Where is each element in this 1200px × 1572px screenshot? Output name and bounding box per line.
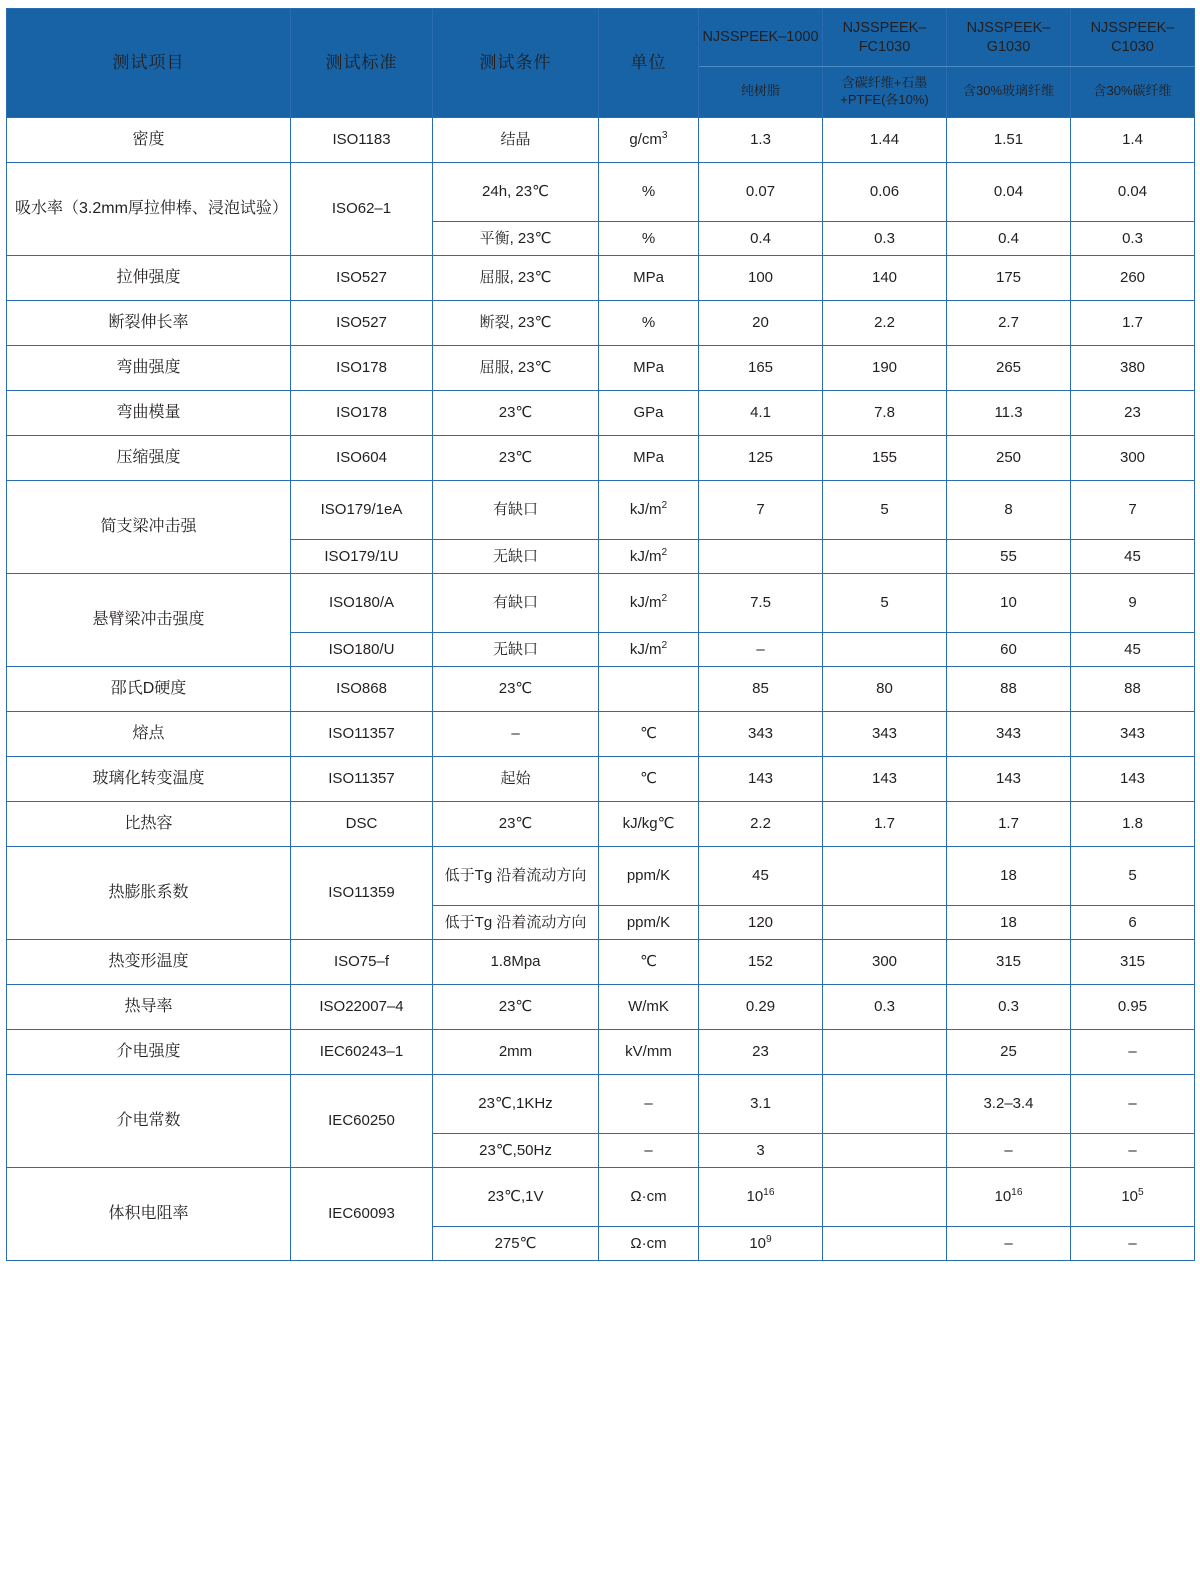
cell-value: 143 <box>1071 756 1195 801</box>
cell-test-standard: IEC60250 <box>291 1074 433 1167</box>
cell-test-standard: ISO62–1 <box>291 162 433 255</box>
cell-unit: Ω·cm <box>599 1226 699 1260</box>
cell-value: 8 <box>947 480 1071 539</box>
cell-value: 315 <box>947 939 1071 984</box>
cell-test-condition: 23℃ <box>433 666 599 711</box>
cell-value: 120 <box>699 905 823 939</box>
header-standard: 测试标准 <box>291 9 433 118</box>
cell-value: 100 <box>699 255 823 300</box>
header-product-name-3: NJSSPEEK–C1030 <box>1071 9 1195 67</box>
cell-value: 0.3 <box>1071 221 1195 255</box>
table-row <box>7 435 1195 480</box>
cell-value: 3.2–3.4 <box>947 1074 1071 1133</box>
cell-test-item: 拉伸强度 <box>7 255 291 300</box>
cell-test-item: 简支梁冲击强 <box>7 480 291 573</box>
header-item: 测试项目 <box>7 9 291 118</box>
cell-test-standard: ISO11357 <box>291 756 433 801</box>
cell-test-item: 邵氏D硬度 <box>7 666 291 711</box>
cell-test-item: 玻璃化转变温度 <box>7 756 291 801</box>
cell-value: 1.8 <box>1071 801 1195 846</box>
cell-test-condition: 无缺口 <box>433 632 599 666</box>
table-row <box>7 1074 1195 1133</box>
table-row <box>7 756 1195 801</box>
cell-test-standard: ISO527 <box>291 300 433 345</box>
cell-value: 88 <box>1071 666 1195 711</box>
table-header <box>7 9 1195 118</box>
header-product-name-0: NJSSPEEK–1000 <box>699 9 823 67</box>
cell-test-item: 弯曲模量 <box>7 390 291 435</box>
table-row <box>7 390 1195 435</box>
table-body <box>7 117 1195 1260</box>
cell-test-item: 热膨胀系数 <box>7 846 291 939</box>
cell-value: 2.2 <box>699 801 823 846</box>
cell-value: 175 <box>947 255 1071 300</box>
cell-test-standard: ISO22007–4 <box>291 984 433 1029</box>
cell-value: 343 <box>823 711 947 756</box>
cell-test-condition: 24h, 23℃ <box>433 162 599 221</box>
cell-value: 45 <box>1071 539 1195 573</box>
cell-value <box>823 1074 947 1133</box>
cell-unit: W/mK <box>599 984 699 1029</box>
cell-value: 343 <box>947 711 1071 756</box>
cell-value <box>823 1029 947 1074</box>
cell-unit: $kJ/m^2$ <box>599 539 699 573</box>
cell-unit: $kJ/m^2$ <box>599 632 699 666</box>
cell-test-condition: 平衡, 23℃ <box>433 221 599 255</box>
cell-unit: Ω·cm <box>599 1167 699 1226</box>
cell-value <box>823 1133 947 1167</box>
table-row <box>7 480 1195 539</box>
header-product-desc-0: 纯树脂 <box>699 67 823 118</box>
cell-test-standard: IEC60243–1 <box>291 1029 433 1074</box>
cell-test-item: 比热容 <box>7 801 291 846</box>
cell-unit: ppm/K <box>599 905 699 939</box>
cell-test-condition: 23℃,50Hz <box>433 1133 599 1167</box>
cell-test-condition: 23℃ <box>433 801 599 846</box>
cell-value: 0.06 <box>823 162 947 221</box>
table-row <box>7 300 1195 345</box>
cell-value: 1.51 <box>947 117 1071 162</box>
table-row <box>7 345 1195 390</box>
cell-value: 7 <box>699 480 823 539</box>
cell-value: 60 <box>947 632 1071 666</box>
cell-test-item: 弯曲强度 <box>7 345 291 390</box>
cell-value: 143 <box>699 756 823 801</box>
cell-value: 315 <box>1071 939 1195 984</box>
cell-value: 1.7 <box>947 801 1071 846</box>
cell-value: 88 <box>947 666 1071 711</box>
cell-unit: % <box>599 162 699 221</box>
header-product-name-1: NJSSPEEK–FC1030 <box>823 9 947 67</box>
cell-value: – <box>947 1133 1071 1167</box>
table-row <box>7 846 1195 905</box>
cell-unit: ℃ <box>599 939 699 984</box>
cell-value: $10^{16}$ <box>699 1167 823 1226</box>
cell-value: 3 <box>699 1133 823 1167</box>
cell-value: 140 <box>823 255 947 300</box>
header-product-desc-1: 含碳纤维+石墨+PTFE(各10%) <box>823 67 947 118</box>
cell-value: – <box>1071 1226 1195 1260</box>
cell-unit: MPa <box>599 435 699 480</box>
table-row <box>7 117 1195 162</box>
cell-value: 380 <box>1071 345 1195 390</box>
cell-unit: $kJ/m^2$ <box>599 573 699 632</box>
cell-value: 0.3 <box>823 221 947 255</box>
cell-value: – <box>1071 1074 1195 1133</box>
cell-value: 4.1 <box>699 390 823 435</box>
cell-test-condition: 23℃ <box>433 390 599 435</box>
cell-unit: MPa <box>599 345 699 390</box>
cell-value <box>699 539 823 573</box>
cell-test-standard: ISO604 <box>291 435 433 480</box>
cell-test-condition: 2mm <box>433 1029 599 1074</box>
cell-unit: kV/mm <box>599 1029 699 1074</box>
cell-value: 125 <box>699 435 823 480</box>
cell-value: 343 <box>699 711 823 756</box>
cell-value: 165 <box>699 345 823 390</box>
cell-test-item: 压缩强度 <box>7 435 291 480</box>
cell-value: 85 <box>699 666 823 711</box>
cell-value: $10^9$ <box>699 1226 823 1260</box>
cell-value: 2.7 <box>947 300 1071 345</box>
cell-test-condition: 起始 <box>433 756 599 801</box>
header-condition: 测试条件 <box>433 9 599 118</box>
cell-value: 300 <box>1071 435 1195 480</box>
cell-test-item: 断裂伸长率 <box>7 300 291 345</box>
cell-value: $10^{16}$ <box>947 1167 1071 1226</box>
cell-test-standard: ISO11359 <box>291 846 433 939</box>
cell-test-condition: 23℃,1KHz <box>433 1074 599 1133</box>
cell-value: 143 <box>947 756 1071 801</box>
cell-value: 18 <box>947 846 1071 905</box>
cell-value <box>823 905 947 939</box>
cell-value: 7.5 <box>699 573 823 632</box>
cell-value: 0.04 <box>947 162 1071 221</box>
cell-test-item: 热导率 <box>7 984 291 1029</box>
cell-value: 7 <box>1071 480 1195 539</box>
cell-unit: ℃ <box>599 711 699 756</box>
cell-test-condition: 低于Tg 沿着流动方向 <box>433 846 599 905</box>
cell-test-condition: 有缺口 <box>433 573 599 632</box>
cell-value <box>823 846 947 905</box>
cell-value: 55 <box>947 539 1071 573</box>
cell-value: 25 <box>947 1029 1071 1074</box>
cell-value <box>823 1226 947 1260</box>
cell-value: 143 <box>823 756 947 801</box>
cell-value: – <box>699 632 823 666</box>
cell-test-condition: 275℃ <box>433 1226 599 1260</box>
cell-unit: $kJ/m^2$ <box>599 480 699 539</box>
cell-unit: ℃ <box>599 756 699 801</box>
table-row <box>7 573 1195 632</box>
cell-value: – <box>947 1226 1071 1260</box>
cell-value: 0.29 <box>699 984 823 1029</box>
cell-value: 3.1 <box>699 1074 823 1133</box>
table-row <box>7 1167 1195 1226</box>
cell-test-item: 介电强度 <box>7 1029 291 1074</box>
cell-test-standard: ISO180/U <box>291 632 433 666</box>
cell-value: 45 <box>1071 632 1195 666</box>
table-row <box>7 255 1195 300</box>
header-product-desc-3: 含30%碳纤维 <box>1071 67 1195 118</box>
table-row <box>7 1029 1195 1074</box>
cell-value: 20 <box>699 300 823 345</box>
cell-value: 1.3 <box>699 117 823 162</box>
header-unit: 单位 <box>599 9 699 118</box>
cell-test-standard: ISO180/A <box>291 573 433 632</box>
cell-test-condition: 23℃ <box>433 984 599 1029</box>
cell-test-condition: – <box>433 711 599 756</box>
cell-value: 0.4 <box>947 221 1071 255</box>
cell-unit: MPa <box>599 255 699 300</box>
cell-test-condition: 屈服, 23℃ <box>433 255 599 300</box>
cell-test-item: 熔点 <box>7 711 291 756</box>
cell-value: 80 <box>823 666 947 711</box>
cell-test-condition: 无缺口 <box>433 539 599 573</box>
cell-test-standard: ISO179/1U <box>291 539 433 573</box>
cell-unit: – <box>599 1074 699 1133</box>
cell-value: 1.44 <box>823 117 947 162</box>
cell-value: 6 <box>1071 905 1195 939</box>
cell-value: 1.7 <box>1071 300 1195 345</box>
cell-value: 260 <box>1071 255 1195 300</box>
cell-value: – <box>1071 1029 1195 1074</box>
table-row <box>7 984 1195 1029</box>
cell-test-condition: 1.8Mpa <box>433 939 599 984</box>
cell-test-standard: ISO527 <box>291 255 433 300</box>
cell-test-item: 介电常数 <box>7 1074 291 1167</box>
cell-unit: – <box>599 1133 699 1167</box>
cell-value: 7.8 <box>823 390 947 435</box>
table-row <box>7 801 1195 846</box>
cell-value: 45 <box>699 846 823 905</box>
cell-unit: GPa <box>599 390 699 435</box>
cell-test-condition: 屈服, 23℃ <box>433 345 599 390</box>
cell-value <box>823 1167 947 1226</box>
cell-value: $10^5$ <box>1071 1167 1195 1226</box>
cell-test-condition: 有缺口 <box>433 480 599 539</box>
table-row <box>7 162 1195 221</box>
cell-test-item: 密度 <box>7 117 291 162</box>
cell-test-item: 悬臂梁冲击强度 <box>7 573 291 666</box>
cell-test-standard: ISO178 <box>291 390 433 435</box>
cell-value: 11.3 <box>947 390 1071 435</box>
cell-test-item: 热变形温度 <box>7 939 291 984</box>
cell-unit: % <box>599 300 699 345</box>
header-product-name-2: NJSSPEEK–G1030 <box>947 9 1071 67</box>
cell-value: 23 <box>699 1029 823 1074</box>
cell-test-condition: 23℃,1V <box>433 1167 599 1226</box>
cell-value: 0.3 <box>947 984 1071 1029</box>
cell-unit: $g/cm^3$ <box>599 117 699 162</box>
header-product-desc-2: 含30%玻璃纤维 <box>947 67 1071 118</box>
cell-test-item: 吸水率（3.2mm厚拉伸棒、浸泡试验） <box>7 162 291 255</box>
cell-value: 0.04 <box>1071 162 1195 221</box>
cell-value: 0.4 <box>699 221 823 255</box>
cell-value: 1.7 <box>823 801 947 846</box>
cell-value: 265 <box>947 345 1071 390</box>
cell-test-standard: ISO868 <box>291 666 433 711</box>
cell-value: 300 <box>823 939 947 984</box>
cell-value: 5 <box>1071 846 1195 905</box>
table-row <box>7 711 1195 756</box>
cell-test-standard: ISO179/1eA <box>291 480 433 539</box>
cell-value: 9 <box>1071 573 1195 632</box>
cell-unit <box>599 666 699 711</box>
cell-value: 152 <box>699 939 823 984</box>
cell-value: 23 <box>1071 390 1195 435</box>
cell-value: 1.4 <box>1071 117 1195 162</box>
cell-value <box>823 539 947 573</box>
material-property-table <box>6 8 1195 1261</box>
cell-value: 5 <box>823 480 947 539</box>
cell-test-standard: ISO178 <box>291 345 433 390</box>
cell-value <box>823 632 947 666</box>
cell-unit: kJ/kg℃ <box>599 801 699 846</box>
cell-value: 18 <box>947 905 1071 939</box>
cell-test-condition: 低于Tg 沿着流动方向 <box>433 905 599 939</box>
cell-value: 250 <box>947 435 1071 480</box>
cell-test-standard: ISO11357 <box>291 711 433 756</box>
cell-value: 5 <box>823 573 947 632</box>
cell-test-condition: 断裂, 23℃ <box>433 300 599 345</box>
table-row <box>7 939 1195 984</box>
cell-test-standard: IEC60093 <box>291 1167 433 1260</box>
cell-value: 0.07 <box>699 162 823 221</box>
cell-value: 0.3 <box>823 984 947 1029</box>
cell-test-standard: ISO75–f <box>291 939 433 984</box>
cell-value: – <box>1071 1133 1195 1167</box>
table-row <box>7 666 1195 711</box>
cell-unit: ppm/K <box>599 846 699 905</box>
cell-value: 343 <box>1071 711 1195 756</box>
cell-test-condition: 23℃ <box>433 435 599 480</box>
cell-value: 2.2 <box>823 300 947 345</box>
cell-test-standard: ISO1183 <box>291 117 433 162</box>
cell-value: 0.95 <box>1071 984 1195 1029</box>
cell-value: 190 <box>823 345 947 390</box>
cell-unit: % <box>599 221 699 255</box>
cell-test-standard: DSC <box>291 801 433 846</box>
cell-test-condition: 结晶 <box>433 117 599 162</box>
cell-value: 10 <box>947 573 1071 632</box>
cell-value: 155 <box>823 435 947 480</box>
cell-test-item: 体积电阻率 <box>7 1167 291 1260</box>
